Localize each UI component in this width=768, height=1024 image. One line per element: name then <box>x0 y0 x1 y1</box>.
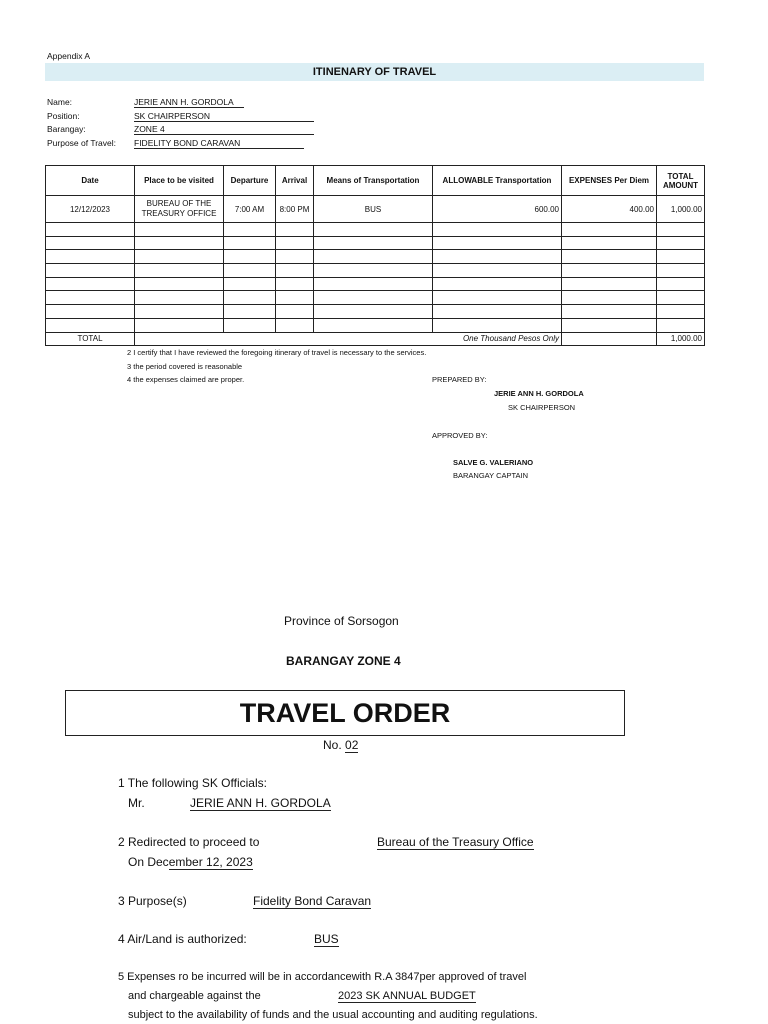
name-label: Name: <box>47 97 73 107</box>
certification-2: 3 the period covered is reasonable <box>127 362 243 371</box>
blank-cell <box>46 223 135 237</box>
col-means: Means of Transportation <box>314 166 433 196</box>
prepared-name: JERIE ANN H. GORDOLA <box>494 389 584 398</box>
blank-cell <box>276 291 314 305</box>
blank-cell <box>433 250 562 264</box>
certification-1: 2 I certify that I have reviewed the foregoing itinerary of travel is necessary to the services. <box>127 348 427 357</box>
purpose: Fidelity Bond Caravan <box>253 894 372 908</box>
approved-position: BARANGAY CAPTAIN <box>453 471 529 480</box>
item-5: 5 Expenses ro be incurred will be in accordancewith R.A 3847per approved of travel <box>118 971 527 983</box>
total-row <box>46 332 705 345</box>
blank-cell <box>314 264 433 278</box>
blank-cell <box>314 223 433 237</box>
budget: 2023 SK ANNUAL BUDGET <box>338 990 476 1002</box>
total-amount: 1,000.00 <box>657 332 705 345</box>
blank-cell <box>46 318 135 332</box>
blank-row <box>46 236 705 250</box>
blank-cell <box>224 291 276 305</box>
item-5-chargeable: and chargeable against the <box>128 990 261 1002</box>
blank-cell <box>135 236 224 250</box>
total-label: TOTAL <box>46 332 135 345</box>
cell-per-diem: 400.00 <box>562 196 657 223</box>
blank-cell <box>276 277 314 291</box>
official-name: JERIE ANN H. GORDOLA <box>190 796 331 810</box>
barangay-value: ZONE 4 <box>134 124 314 135</box>
blank-cell <box>314 236 433 250</box>
blank-cell <box>314 250 433 264</box>
barangay-heading: BARANGAY ZONE 4 <box>286 654 401 668</box>
blank-cell <box>224 236 276 250</box>
cell-allowable: 600.00 <box>433 196 562 223</box>
item-4: 4 Air/Land is authorized: <box>118 932 247 946</box>
blank-cell <box>46 264 135 278</box>
item-5-subject: subject to the availability of funds and the usual accounting and auditing regulations. <box>128 1009 538 1021</box>
position-label: Position: <box>47 111 80 121</box>
blank-cell <box>276 223 314 237</box>
position-value: SK CHAIRPERSON <box>134 111 314 122</box>
blank-cell <box>562 236 657 250</box>
blank-cell <box>224 318 276 332</box>
barangay-label: Barangay: <box>47 124 86 134</box>
province: Province of Sorsogon <box>284 614 399 628</box>
blank-cell <box>224 277 276 291</box>
cell-date: 12/12/2023 <box>46 196 135 223</box>
name-value: JERIE ANN H. GORDOLA <box>134 97 244 108</box>
item-1: 1 The following SK Officials: <box>118 776 267 790</box>
cell-means: BUS <box>314 196 433 223</box>
blank-cell <box>46 305 135 319</box>
blank-row <box>46 250 705 264</box>
col-departure: Departure <box>224 166 276 196</box>
blank-cell <box>657 318 705 332</box>
blank-cell <box>314 305 433 319</box>
item-2: 2 Redirected to proceed to <box>118 835 260 849</box>
blank-cell <box>433 223 562 237</box>
order-no-value: 02 <box>345 738 359 752</box>
blank-cell <box>562 318 657 332</box>
total-empty-cell <box>562 332 657 345</box>
blank-cell <box>562 250 657 264</box>
blank-cell <box>657 305 705 319</box>
certification-3: 4 the expenses claimed are proper. <box>127 375 245 384</box>
blank-cell <box>562 277 657 291</box>
table-header-row <box>46 166 705 196</box>
approved-label: APPROVED BY: <box>432 431 488 440</box>
blank-cell <box>657 264 705 278</box>
blank-cell <box>276 318 314 332</box>
date-prefix: On Dec <box>128 855 169 869</box>
prepared-position: SK CHAIRPERSON <box>508 403 576 412</box>
blank-cell <box>224 305 276 319</box>
blank-cell <box>46 277 135 291</box>
cell-departure: 7:00 AM <box>224 196 276 223</box>
itinerary-title: ITINENARY OF TRAVEL <box>45 63 704 81</box>
blank-rows <box>46 223 705 333</box>
blank-cell <box>135 223 224 237</box>
itinerary-table <box>45 165 705 346</box>
blank-cell <box>46 291 135 305</box>
transport-mode: BUS <box>314 932 339 946</box>
blank-cell <box>433 236 562 250</box>
total-words: One Thousand Pesos Only <box>135 332 562 345</box>
blank-cell <box>276 264 314 278</box>
blank-cell <box>276 250 314 264</box>
col-date: Date <box>46 166 135 196</box>
blank-row <box>46 318 705 332</box>
blank-cell <box>276 305 314 319</box>
blank-cell <box>224 264 276 278</box>
approved-name: SALVE G. VALERIANO <box>453 458 534 467</box>
blank-cell <box>562 305 657 319</box>
blank-cell <box>657 291 705 305</box>
col-allowable: ALLOWABLE Transportation <box>433 166 562 196</box>
col-arrival: Arrival <box>276 166 314 196</box>
table-row <box>46 196 705 223</box>
cell-total: 1,000.00 <box>657 196 705 223</box>
blank-cell <box>46 236 135 250</box>
blank-cell <box>562 264 657 278</box>
blank-cell <box>314 277 433 291</box>
blank-cell <box>135 277 224 291</box>
blank-cell <box>135 250 224 264</box>
item-3: 3 Purpose(s) <box>118 894 187 908</box>
blank-cell <box>135 291 224 305</box>
cell-place: BUREAU OF THE TREASURY OFFICE <box>135 196 224 223</box>
blank-cell <box>224 223 276 237</box>
blank-row <box>46 277 705 291</box>
appendix-label: Appendix A <box>47 51 91 61</box>
blank-cell <box>657 236 705 250</box>
destination: Bureau of the Treasury Office <box>377 835 534 849</box>
blank-cell <box>135 305 224 319</box>
blank-row <box>46 223 705 237</box>
col-total: TOTAL AMOUNT <box>657 166 705 196</box>
purpose-value: FIDELITY BOND CARAVAN <box>134 138 304 149</box>
blank-cell <box>433 318 562 332</box>
order-number <box>323 738 358 752</box>
blank-cell <box>433 291 562 305</box>
prepared-label: PREPARED BY: <box>432 375 487 384</box>
col-place: Place to be visited <box>135 166 224 196</box>
col-per-diem: EXPENSES Per Diem <box>562 166 657 196</box>
mr-label: Mr. <box>128 796 145 810</box>
blank-row <box>46 291 705 305</box>
purpose-label: Purpose of Travel: <box>47 138 116 148</box>
blank-cell <box>314 318 433 332</box>
blank-cell <box>433 305 562 319</box>
blank-cell <box>135 318 224 332</box>
order-no-label: No. <box>323 738 342 752</box>
blank-cell <box>46 250 135 264</box>
blank-cell <box>433 277 562 291</box>
blank-cell <box>562 223 657 237</box>
blank-cell <box>657 277 705 291</box>
blank-cell <box>433 264 562 278</box>
blank-cell <box>135 264 224 278</box>
blank-cell <box>276 236 314 250</box>
blank-cell <box>562 291 657 305</box>
blank-row <box>46 264 705 278</box>
cell-arrival: 8:00 PM <box>276 196 314 223</box>
blank-row <box>46 305 705 319</box>
travel-date <box>128 855 253 869</box>
blank-cell <box>657 250 705 264</box>
travel-order-title: TRAVEL ORDER <box>65 690 625 736</box>
blank-cell <box>657 223 705 237</box>
blank-cell <box>314 291 433 305</box>
date-value: ember 12, 2023 <box>168 855 253 869</box>
blank-cell <box>224 250 276 264</box>
